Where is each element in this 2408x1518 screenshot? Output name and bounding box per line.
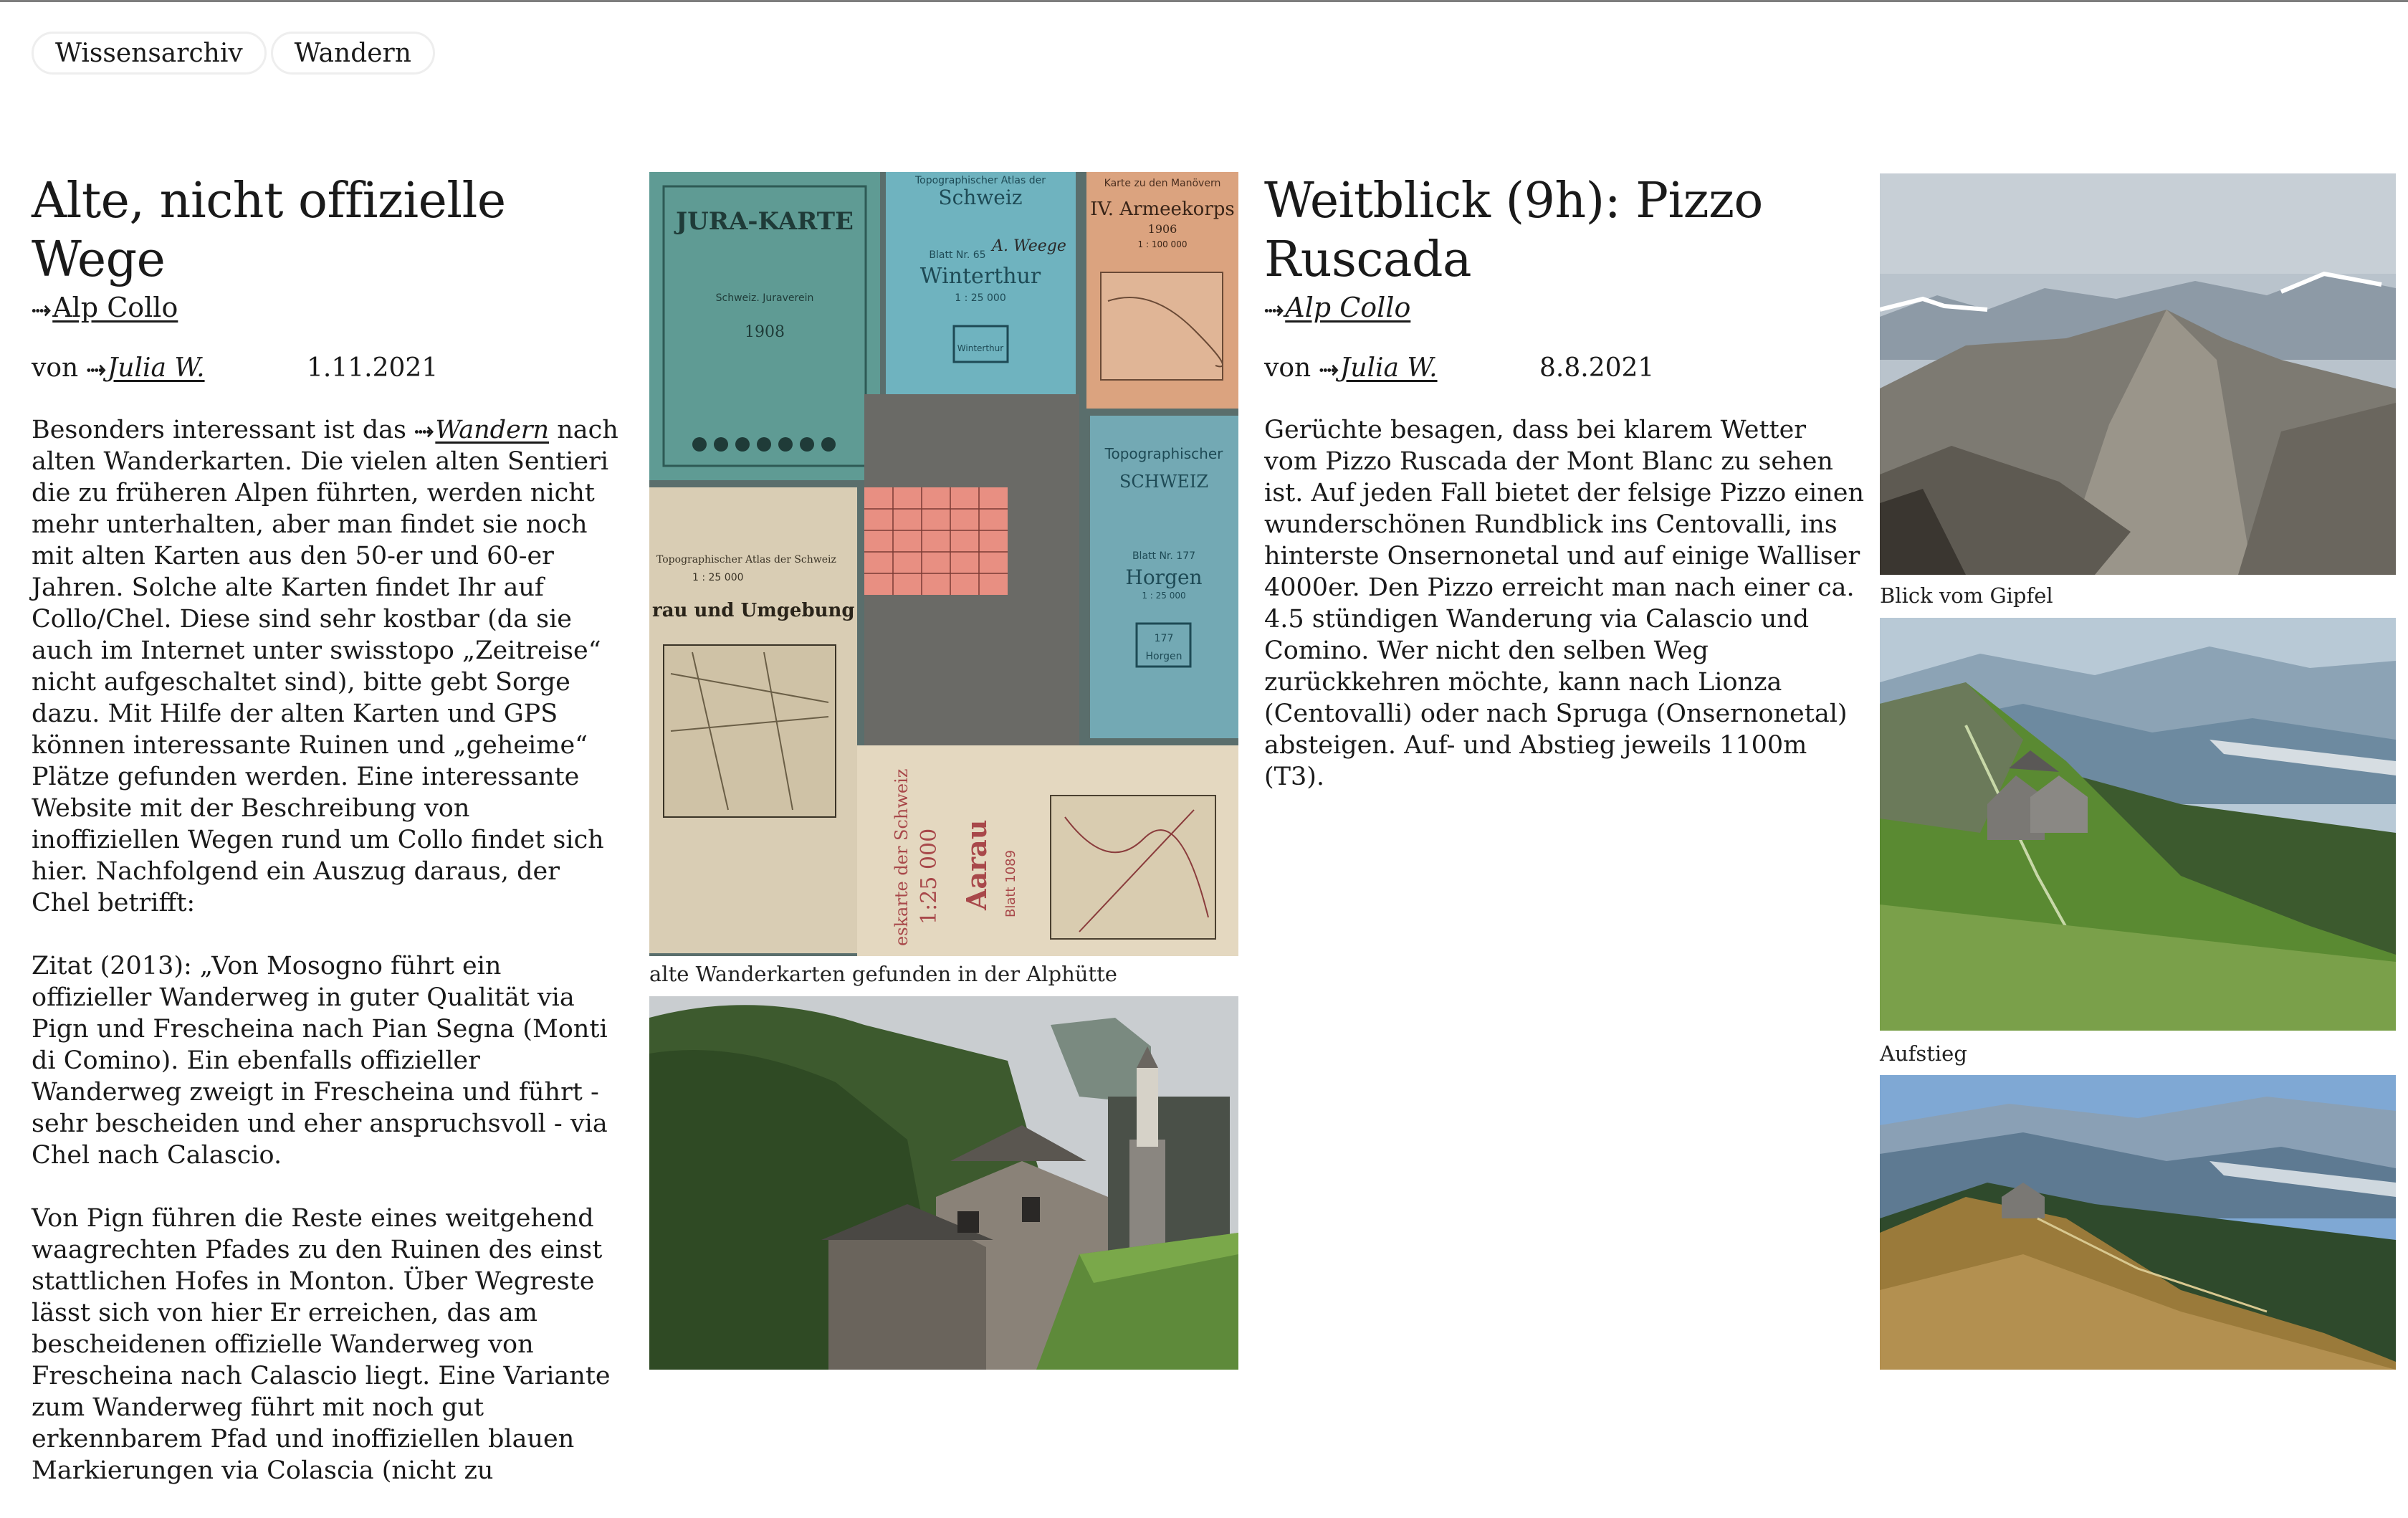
article-body [1264, 414, 1866, 793]
paragraph: Von Pign führen die Reste eines weitgehend waagrechten Pfades zu den Ruinen des einst stattlichen Hofes in Monton. Über Wegreste lässt sich von hier Er erreichen, das am bescheidenen offizielle Wanderweg von Frescheina nach Calascio liegt. Eine Variante zum Wanderweg führt mit noch gut erkennbarem Pfad und inoffiziellen blauen Markierungen via Colascia (nicht zu [32, 1204, 611, 1485]
arrow-right-icon: ⤑ [32, 295, 52, 323]
arrow-right-icon: ⤑ [414, 416, 434, 444]
map-text: Blatt Nr. 177 [1132, 550, 1196, 562]
map-text: rau und Umgebung [652, 600, 855, 621]
article-alte-wege [32, 172, 619, 1518]
map-text: Topographischer Atlas der Schweiz [656, 554, 836, 565]
map-text: eskarte der Schweiz [892, 768, 912, 946]
map-text: JURA-KARTE [676, 207, 854, 236]
paragraph: Zitat (2013): „Von Mosogno führt ein offizieller Wanderweg in guter Qualität via Pign und Frescheina nach Pian Segna (Monti di Comino). Ein ebenfalls offizieller Wanderweg zweigt in Frescheina und führt - sehr bescheiden und eher anspruchsvoll - via Chel nach Calascio. [32, 952, 608, 1170]
map-text: 1 : 25 000 [1142, 591, 1186, 601]
wandern-link[interactable]: Wandern [435, 416, 550, 444]
map-text: Blatt Nr. 65 [929, 249, 986, 261]
arrow-right-icon: ⤑ [86, 354, 106, 383]
map-text: Aarau [960, 819, 993, 910]
author-link[interactable]: Julia W. [107, 353, 205, 383]
article-date: 1.11.2021 [307, 353, 439, 383]
image-caption: Blick vom Gipfel [1880, 583, 2053, 608]
map-text: Blatt 1089 [1003, 849, 1018, 917]
photo-village [649, 996, 1238, 1370]
article-title: Alte, nicht offizielle Wege [32, 173, 506, 288]
photo-summit-view [1880, 173, 2396, 575]
map-text: Winterthur [919, 264, 1041, 289]
location-link[interactable]: Alp Collo [1285, 292, 1411, 323]
top-border [0, 0, 2408, 2]
location-link[interactable]: Alp Collo [52, 292, 178, 323]
map-jura-karte [649, 172, 880, 480]
map-winterthur [886, 172, 1076, 409]
photo-alp-landscape [1880, 1075, 2396, 1370]
paragraph-text: Besonders interessant ist das [32, 416, 415, 444]
photo-ascent [1880, 618, 2396, 1031]
author-line [1264, 351, 1539, 386]
map-aarau-blatt [857, 745, 1238, 956]
by-label: von [32, 353, 79, 383]
map-text: IV. Armeekorps [1090, 199, 1235, 220]
article-date: 8.8.2021 [1539, 353, 1655, 383]
paragraph [32, 414, 619, 919]
article-meta [32, 351, 619, 386]
map-text: 1:25 000 [917, 828, 942, 925]
article-weitblick [1264, 172, 1866, 824]
map-text: Horgen [1125, 565, 1203, 589]
by-label: von [1264, 353, 1312, 383]
author-line [32, 351, 307, 386]
article-location [1264, 290, 1866, 327]
paragraph: Gerüchte besagen, dass bei klarem Wetter vom Pizzo Ruscada der Mont Blanc zu sehen ist. Auf jeden Fall bietet der felsige Pizzo einen wunderschönen Rundblick ins Centovalli, ins hinterste Onsernonetal und auf einige Walliser 4000er. Den Pizzo erreicht man nach einer ca. 4.5 stündigen Wanderung via Calascio und Comino. Wer nicht den selben Weg zurückkehren möchte, kann nach Lionza (Centovalli) oder nach Spruga (Onsernonetal) absteigen. Auf- und Abstieg jeweils 1100m (T3). [1264, 416, 1865, 791]
map-horgen [1090, 416, 1238, 738]
map-text: Horgen [1145, 651, 1182, 662]
photo-old-maps [649, 172, 1238, 956]
map-text: 1 : 25 000 [955, 292, 1006, 304]
map-text: 1906 [1147, 222, 1177, 236]
breadcrumb [32, 32, 435, 75]
map-text: 1908 [745, 323, 785, 341]
map-text: 1 : 25 000 [692, 572, 744, 583]
map-text: 177 [1154, 633, 1174, 644]
map-text: Topographischer [1104, 445, 1223, 462]
map-text: Winterthur [957, 343, 1004, 353]
map-aarau-umgebung [649, 487, 857, 953]
map-text: Topographischer Atlas der [914, 175, 1046, 186]
article-meta [1264, 351, 1866, 386]
arrow-right-icon: ⤑ [1264, 295, 1284, 323]
map-armeekorps [1086, 172, 1238, 409]
map-text: Schweiz. Juraverein [715, 292, 814, 304]
image-caption: Aufstieg [1880, 1041, 1967, 1066]
author-link[interactable]: Julia W. [1339, 353, 1438, 383]
article-location [32, 290, 619, 327]
breadcrumb-chip-wissensarchiv[interactable]: Wissensarchiv [32, 32, 267, 75]
article-body [32, 414, 619, 1486]
map-text: Schweiz [938, 186, 1023, 209]
map-grey-booklet [864, 394, 1079, 767]
map-text: Karte zu den Manövern [1104, 178, 1221, 189]
paragraph-text: nach alten Wanderkarten. Die vielen alten Sentieri die zu früheren Alpen führten, werden nicht mehr unterhalten, aber man findet sie noch mit alten Karten aus den 50-er und 60-er Jahren. Solche alte Karten findet Ihr auf Collo/Chel. Diese sind sehr kostbar (da sie auch im Internet unter swisstopo „Zeitreise“ nicht aufgeschaltet sind), bitte gebt Sorge dazu. Mit Hilfe der alten Karten und GPS können interessante Ruinen und „geheime“ Plätze gefunden werden. Eine interessante Website mit der Beschreibung von inoffiziellen Wegen rund um Collo findet sich hier. Nachfolgend ein Auszug daraus, der Chel betrifft: [32, 416, 618, 917]
image-caption: alte Wanderkarten gefunden in der Alphütte [649, 962, 1117, 986]
map-text: SCHWEIZ [1119, 472, 1209, 492]
map-text: 1 : 100 000 [1137, 239, 1188, 249]
map-text: A. Weege [992, 237, 1066, 255]
arrow-right-icon: ⤑ [1319, 354, 1339, 383]
breadcrumb-chip-wandern[interactable]: Wandern [271, 32, 435, 75]
article-title: Weitblick (9h): Pizzo Ruscada [1264, 173, 1763, 288]
